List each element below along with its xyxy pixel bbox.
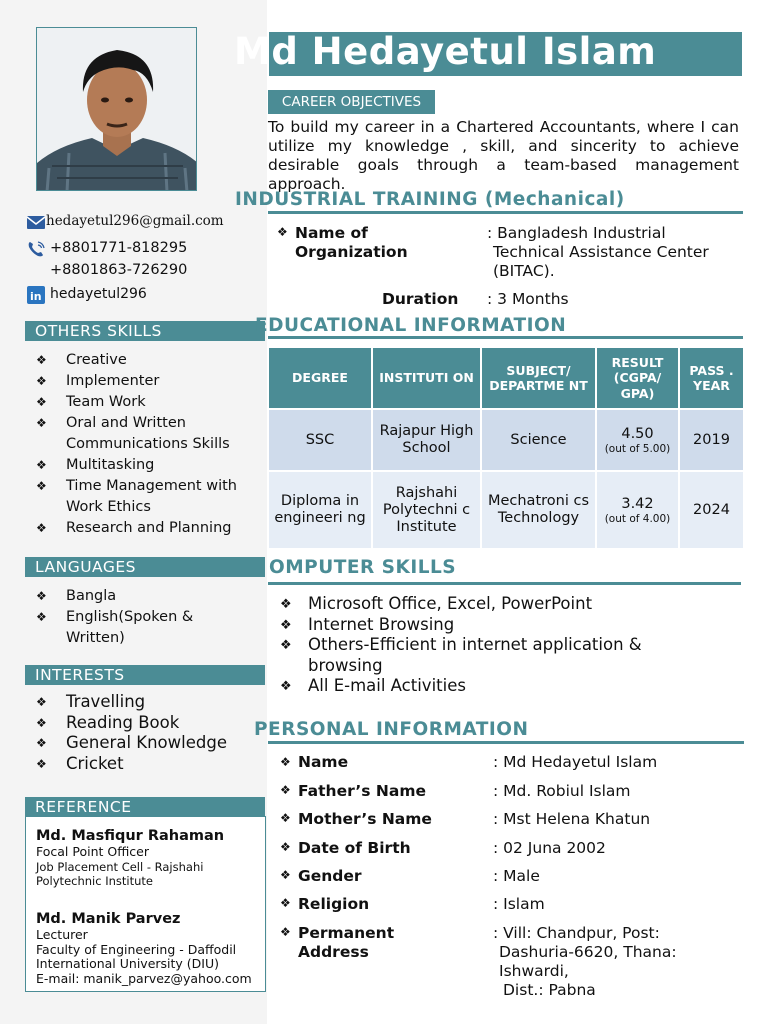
table-cell: SSC: [268, 409, 372, 471]
personal-value: : Md. Robiul Islam: [493, 782, 631, 800]
personal-value: : Male: [493, 867, 540, 885]
list-item: ❖ All E-mail Activities: [280, 676, 710, 697]
others-skills-heading: OTHERS SKILLS: [25, 321, 265, 341]
career-objectives-heading: CAREER OBJECTIVES: [268, 90, 435, 114]
address-label-line: Address: [298, 943, 369, 961]
list-item: ❖ Research and Planning: [36, 518, 261, 539]
training-org-value: [487, 224, 737, 281]
reference-org: Faculty of Engineering - Daffodil: [36, 941, 237, 957]
personal-value: : Md Hedayetul Islam: [493, 753, 658, 771]
personal-label: Father’s Name: [298, 782, 426, 800]
list-item: ❖ Creative: [36, 350, 261, 371]
personal-label: Gender: [298, 867, 362, 885]
personal-address-label: [298, 924, 394, 962]
list-item: ❖ Multitasking: [36, 455, 261, 476]
table-row: [268, 471, 744, 549]
linkedin-icon: [26, 286, 46, 304]
bullet-icon: ❖: [280, 811, 291, 825]
bullet-icon: ❖: [277, 225, 288, 239]
training-duration-label: Duration: [382, 290, 459, 308]
personal-value: : Mst Helena Khatun: [493, 810, 651, 828]
personal-address-value: [493, 924, 677, 1000]
personal-value: : Islam: [493, 895, 545, 913]
column-header: DEGREE: [268, 347, 372, 409]
training-duration-value: : 3 Months: [487, 290, 569, 308]
reference-role: Lecturer: [36, 927, 88, 942]
bullet-icon: ❖: [280, 783, 291, 797]
address-line: Ishwardi,: [499, 962, 569, 980]
others-skills-list: [36, 350, 261, 539]
reference-entry: [36, 827, 224, 889]
list-item: ❖ Travelling: [36, 692, 261, 713]
divider: [268, 211, 743, 214]
reference-org: Job Placement Cell - Rajshahi: [36, 859, 204, 874]
personal-label: Name: [298, 753, 349, 771]
training-heading: INDUSTRIAL TRAINING (Mechanical): [235, 189, 625, 210]
table-cell: [596, 409, 679, 471]
profile-photo-illustration: [37, 28, 197, 191]
languages-heading: LANGUAGES: [25, 557, 265, 577]
languages-list: [36, 586, 236, 649]
address-label-line: Permanent: [298, 924, 395, 942]
list-item: ❖ Oral and Written Communications Skills: [36, 413, 261, 455]
training-org-label: [295, 224, 408, 262]
table-cell: Rajapur High School: [372, 409, 481, 471]
phone-primary: +8801771-818295: [50, 240, 188, 256]
computer-skills-list: [280, 594, 710, 697]
list-item: ❖ Microsoft Office, Excel, PowerPoint: [280, 594, 710, 615]
table-cell: Rajshahi Polytechni c Institute: [372, 471, 481, 549]
table-row: [268, 409, 744, 471]
education-heading: EDUCATIONAL INFORMATION: [255, 315, 567, 336]
list-item: ❖ Others-Efficient in internet application & browsing: [280, 635, 690, 676]
bullet-icon: ❖: [280, 868, 291, 882]
computer-skills-heading: OMPUTER SKILLS: [269, 557, 457, 578]
address-line: : Vill: Chandpur, Post:: [493, 924, 660, 942]
table-cell: 2019: [679, 409, 744, 471]
list-item: ❖ Team Work: [36, 392, 261, 413]
table-cell: Diploma in engineeri ng: [268, 471, 372, 549]
reference-entry: [36, 910, 252, 986]
bullet-icon: ❖: [280, 896, 291, 910]
divider: [268, 582, 741, 585]
table-cell: Mechatroni cs Technology: [481, 471, 596, 549]
personal-label: Mother’s Name: [298, 810, 432, 828]
profile-photo: [36, 27, 197, 191]
bullet-icon: ❖: [280, 755, 291, 769]
list-item: ❖ Internet Browsing: [280, 615, 710, 636]
training-org-value-line: Technical Assistance Center: [493, 243, 709, 261]
list-item: ❖ English(Spoken & Written): [36, 607, 226, 649]
phone-icon: [26, 240, 46, 258]
list-item: ❖ Reading Book: [36, 713, 261, 734]
column-header: PASS . YEAR: [679, 347, 744, 409]
table-cell: Science: [481, 409, 596, 471]
interests-heading: INTERESTS: [25, 665, 265, 685]
reference-heading: REFERENCE: [25, 797, 265, 817]
page-title: Md Hedayetul Islam: [234, 30, 657, 73]
table-cell: [596, 471, 679, 549]
column-header: INSTITUTI ON: [372, 347, 481, 409]
interests-list: [36, 692, 261, 774]
result-value: 3.42: [621, 495, 654, 512]
training-org-label-line: Organization: [295, 243, 408, 261]
list-item: ❖ Cricket: [36, 754, 261, 775]
result-value: 4.50: [621, 425, 654, 442]
result-scale: (out of 4.00): [604, 512, 671, 525]
reference-name: Md. Masfiqur Rahaman: [36, 828, 225, 844]
table-header-row: [268, 347, 744, 409]
list-item: ❖ Implementer: [36, 371, 261, 392]
personal-label: Date of Birth: [298, 839, 411, 857]
reference-org: Polytechnic Institute: [36, 874, 153, 888]
reference-org: International University (DIU): [36, 956, 219, 971]
list-item: ❖ Bangla: [36, 586, 236, 607]
personal-value: : 02 Juna 2002: [493, 839, 606, 857]
column-header: RESULT (CGPA/ GPA): [596, 347, 679, 409]
reference-box: [25, 816, 266, 992]
bullet-icon: ❖: [280, 840, 291, 854]
personal-label: Religion: [298, 895, 370, 913]
reference-name: Md. Manik Parvez: [36, 911, 181, 927]
training-org-label-line: Name of: [295, 224, 368, 242]
phone-secondary: +8801863-726290: [50, 262, 188, 278]
reference-role: Focal Point Officer: [36, 844, 150, 859]
education-table: [267, 346, 745, 550]
reference-email[interactable]: E-mail: manik_parvez@yahoo.com: [36, 970, 252, 986]
list-item: ❖ General Knowledge: [36, 733, 261, 754]
training-org-value-line: (BITAC).: [493, 262, 555, 280]
bullet-icon: ❖: [280, 925, 291, 939]
email-text: hedayetul296@gmail.com: [46, 213, 224, 229]
svg-text:in: in: [30, 290, 42, 303]
career-objectives-text: To build my career in a Chartered Accountants, where I can utilize my knowledge , skill, and sincerity to achieve desirable goals through a team-based management approach.: [268, 118, 739, 193]
personal-info-heading: PERSONAL INFORMATION: [254, 719, 529, 740]
address-line: Dist.: Pabna: [503, 981, 596, 999]
address-line: Dashuria-6620, Thana:: [499, 943, 677, 961]
divider: [268, 336, 743, 339]
training-org-value-line: : Bangladesh Industrial: [487, 224, 666, 242]
list-item: ❖ Time Management with Work Ethics: [36, 476, 246, 518]
divider: [268, 741, 744, 744]
table-cell: 2024: [679, 471, 744, 549]
linkedin-text: hedayetul296: [50, 286, 147, 302]
result-scale: (out of 5.00): [604, 442, 671, 455]
column-header: SUBJECT/ DEPARTME NT: [481, 347, 596, 409]
email-icon: [26, 213, 46, 231]
